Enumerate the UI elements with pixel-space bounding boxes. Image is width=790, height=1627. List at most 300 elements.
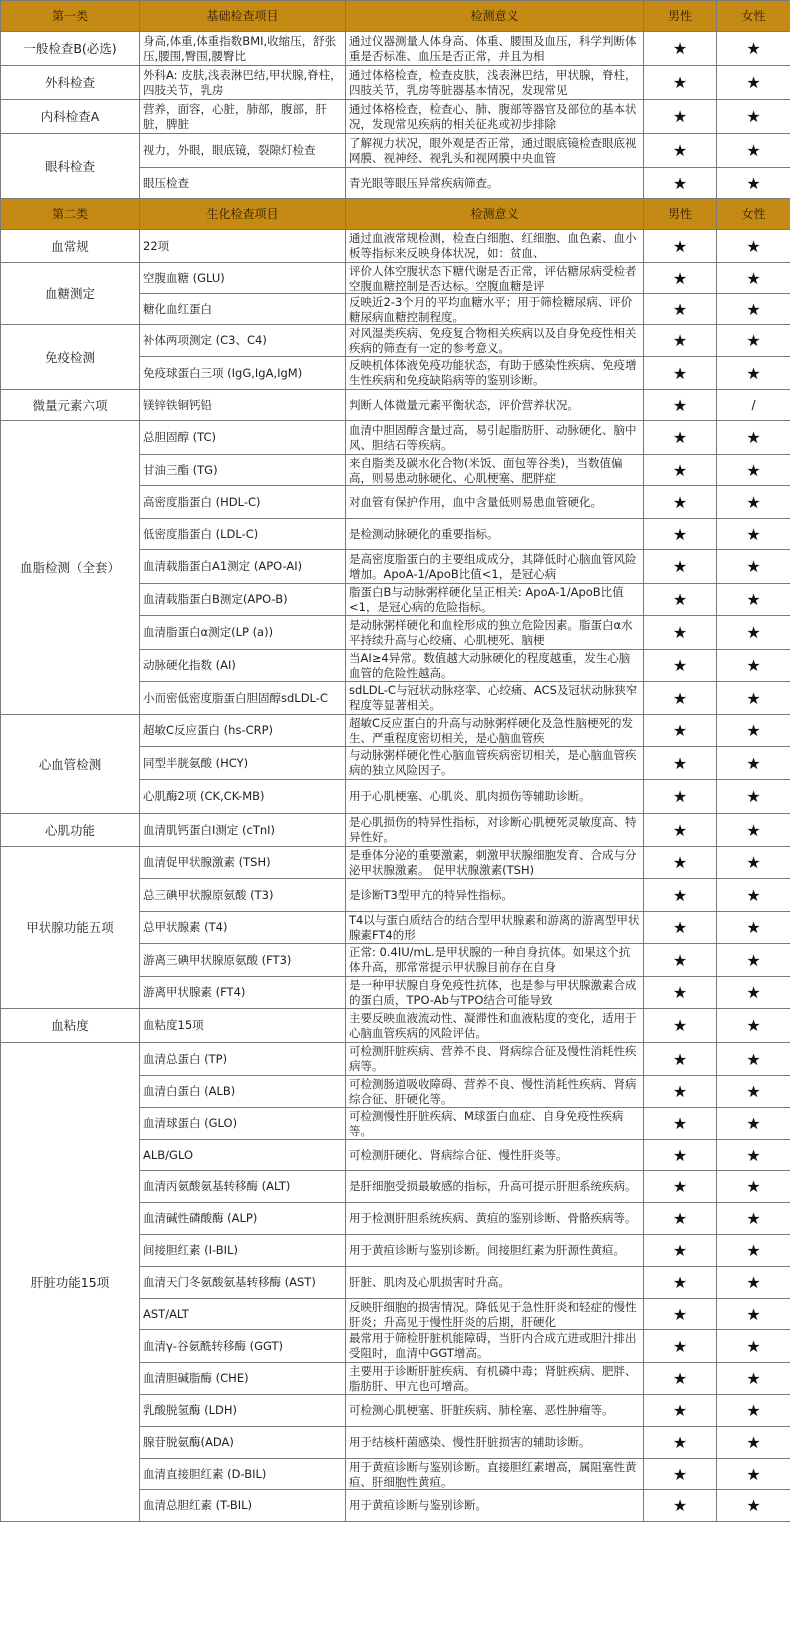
section-header-row: [1, 1, 790, 32]
male-mark: ★: [644, 944, 717, 977]
female-mark: ★: [717, 584, 790, 616]
male-mark: ★: [644, 325, 717, 357]
female-mark: ★: [717, 944, 790, 977]
meaning-cell: [346, 421, 644, 455]
male-mark: ★: [644, 1043, 717, 1076]
male-mark: ★: [644, 814, 717, 847]
male-mark: ★: [644, 1459, 717, 1490]
item-cell: [140, 357, 346, 390]
table-row: [1, 814, 790, 847]
male-mark: ★: [644, 32, 717, 66]
category-cell: 血粘度: [1, 1009, 140, 1043]
item-cell: [140, 1490, 346, 1522]
male-mark: ★: [644, 1363, 717, 1395]
female-mark: ★: [717, 1203, 790, 1235]
item-text: 超敏C反应蛋白 (hs-CRP): [143, 723, 274, 737]
item-text: 血清胆碱脂酶 (CHE): [143, 1371, 249, 1385]
female-mark: ★: [717, 294, 790, 325]
category-cell: 血常规: [1, 230, 140, 263]
category-cell: 微量元素六项: [1, 390, 140, 421]
female-mark: ★: [717, 912, 790, 944]
item-cell: [140, 1427, 346, 1459]
item-text: 血清球蛋白 (GLO): [143, 1116, 238, 1130]
category-cell: 血脂检测（全套）: [1, 421, 140, 715]
item-text: 血清脂蛋白α测定(LP (a)): [143, 625, 274, 639]
meaning-cell: [346, 1235, 644, 1267]
item-cell: [140, 294, 346, 325]
table-row: [1, 66, 790, 100]
male-mark: ★: [644, 1330, 717, 1363]
item-cell: [140, 847, 346, 879]
item-text: 血清载脂蛋白B测定(APO-B): [143, 592, 288, 606]
meaning-cell: [346, 1363, 644, 1395]
meaning-text: 反映近2-3个月的平均血糖水平；用于筛检糖尿病、评价糖尿病血糖控制程度。: [349, 294, 633, 324]
female-mark: ★: [717, 455, 790, 486]
female-mark: ★: [717, 1459, 790, 1490]
item-cell: [140, 1009, 346, 1043]
table-row: [1, 325, 790, 357]
item-cell: [140, 715, 346, 747]
meaning-cell: [346, 134, 644, 168]
item-cell: [140, 1395, 346, 1427]
section-header-row: [1, 199, 790, 230]
female-mark: ★: [717, 715, 790, 747]
male-mark: ★: [644, 1140, 717, 1171]
item-header: 基础检查项目: [140, 1, 346, 32]
female-mark: ★: [717, 1330, 790, 1363]
item-cell: [140, 1108, 346, 1140]
meaning-text: 来自脂类及碳水化合物(米饭、面包等谷类)，当数值偏高，则易患动脉硬化、心肌梗塞、肥胖症: [349, 455, 623, 485]
table-row: [1, 32, 790, 66]
item-text: 动脉硬化指数 (AI): [143, 658, 236, 672]
item-text: 小而密低密度脂蛋白胆固醇sdLDL-C: [143, 690, 328, 705]
meaning-header: 检测意义: [346, 1, 644, 32]
meaning-text: 用于结核杆菌感染、慢性肝脏损害的辅助诊断。: [349, 1435, 591, 1449]
meaning-cell: [346, 1299, 644, 1330]
meaning-header: 检测意义: [346, 199, 644, 230]
item-text: 22项: [143, 238, 170, 253]
meaning-text: 脂蛋白B与动脉粥样硬化呈正相关: ApoA-1/ApoB比值<1，是冠心病的危险指标。: [349, 584, 624, 614]
item-text: 总胆固醇 (TC): [143, 430, 217, 444]
meaning-text: 可检测肝脏疾病、营养不良、肾病综合征及慢性消耗性疾病等。: [349, 1044, 637, 1073]
item-cell: [140, 944, 346, 977]
meaning-text: 主要反映血液流动性、凝滞性和血液粘度的变化，适用于心脑血管疾病的风险评估。: [349, 1010, 637, 1040]
meaning-cell: [346, 32, 644, 66]
meaning-text: 评价人体空腹状态下糖代谢是否正常，评估糖尿病受检者空腹血糖控制是否达标。空腹血糖是评: [349, 263, 637, 293]
meaning-cell: [346, 357, 644, 390]
item-text: ALB/GLO: [143, 1147, 193, 1162]
male-mark: ★: [644, 455, 717, 486]
meaning-text: 正常: 0.4IU/mL.是甲状腺的一种自身抗体。如果这个抗体升高，那常常提示甲状腺目前存在自身: [349, 945, 631, 974]
male-mark: ★: [644, 168, 717, 199]
item-text: 镁锌铁铜钙铅: [143, 397, 212, 412]
item-cell: [140, 455, 346, 486]
female-mark: ★: [717, 1043, 790, 1076]
meaning-text: 通过仪器测量人体身高、体重、腰围及血压，科学判断体重是否标准、血压是否正常，并且为相: [349, 33, 637, 63]
item-cell: [140, 814, 346, 847]
item-cell: [140, 912, 346, 944]
female-mark: ★: [717, 1490, 790, 1522]
male-mark: ★: [644, 230, 717, 263]
male-header: 男性: [644, 199, 717, 230]
meaning-cell: [346, 879, 644, 912]
category-cell: 血糖测定: [1, 263, 140, 325]
meaning-cell: [346, 977, 644, 1009]
male-mark: ★: [644, 134, 717, 168]
female-mark: ★: [717, 847, 790, 879]
item-cell: [140, 1363, 346, 1395]
meaning-text: 是心肌损伤的特异性指标，对诊断心肌梗死灵敏度高、特异性好。: [349, 815, 637, 844]
item-cell: [140, 519, 346, 550]
category-header: 第二类: [1, 199, 140, 230]
male-header: 男性: [644, 1, 717, 32]
item-cell: [140, 1140, 346, 1171]
meaning-cell: [346, 1108, 644, 1140]
meaning-cell: [346, 325, 644, 357]
meaning-cell: [346, 847, 644, 879]
item-cell: [140, 747, 346, 780]
meaning-text: 反映机体体液免疫功能状态，有助于感染性疾病、免疫增生性疾病和免疫缺陷病等的鉴别诊断。: [349, 358, 637, 387]
item-text: 游离甲状腺素 (FT4): [143, 985, 246, 999]
meaning-text: 可检测慢性肝脏疾病、M球蛋白血症、自身免疫性疾病等。: [349, 1108, 624, 1138]
category-cell: 心血管检测: [1, 715, 140, 814]
item-cell: [140, 1459, 346, 1490]
item-cell: [140, 550, 346, 584]
meaning-cell: [346, 1171, 644, 1203]
male-mark: ★: [644, 1108, 717, 1140]
meaning-text: 主要用于诊断肝脏疾病、有机磷中毒；肾脏疾病、肥胖、脂肪肝、甲亢也可增高。: [349, 1363, 637, 1393]
item-cell: [140, 1299, 346, 1330]
meaning-text: 是高密度脂蛋白的主要组成成分，其降低时心脑血管风险增加。ApoA-1/ApoB比值<1，是冠心病: [349, 551, 637, 581]
meaning-cell: [346, 66, 644, 100]
meaning-text: 肝脏、肌肉及心肌损害时升高。: [349, 1275, 510, 1289]
meaning-cell: [346, 912, 644, 944]
item-text: 血清促甲状腺激素 (TSH): [143, 855, 271, 869]
female-mark: ★: [717, 650, 790, 682]
item-text: 空腹血糖 (GLU): [143, 270, 225, 285]
item-text: 糖化血红蛋白: [143, 301, 212, 316]
male-mark: ★: [644, 294, 717, 325]
meaning-text: 用于检测肝胆系统疾病、黄疸的鉴别诊断、骨骼疾病等。: [349, 1211, 637, 1225]
meaning-text: 通过体格检查，检查皮肤，浅表淋巴结，甲状腺，脊柱，四肢关节，乳房等脏器基本情况，发现常见: [349, 67, 637, 97]
female-mark: ★: [717, 1108, 790, 1140]
meaning-text: 当AI≥4异常。数值越大动脉硬化的程度越重，发生心脑血管的危险性越高。: [349, 650, 631, 680]
meaning-text: 是动脉粥样硬化和血栓形成的独立危险因素。脂蛋白α水平持续升高与心绞痛、心肌梗死、脑梗: [349, 617, 633, 647]
category-cell: 甲状腺功能五项: [1, 847, 140, 1009]
female-mark: ★: [717, 1363, 790, 1395]
meaning-text: 血清中胆固醇含量过高，易引起脂肪肝、动脉硬化、脑中风、胆结石等疾病。: [349, 422, 637, 452]
female-mark: ★: [717, 1171, 790, 1203]
item-header: 生化检查项目: [140, 199, 346, 230]
meaning-cell: [346, 294, 644, 325]
item-text: 总三碘甲状腺原氨酸 (T3): [143, 887, 274, 902]
item-text: 免疫球蛋白三项 (IgG,IgA,IgM): [143, 365, 303, 380]
item-cell: [140, 1235, 346, 1267]
table-row: [1, 847, 790, 879]
meaning-cell: [346, 814, 644, 847]
meaning-text: 是一种甲状腺自身免疫性抗体，也是参与甲状腺激素合成的蛋白质，TPO-Ab与TPO结合可能导致: [349, 977, 637, 1007]
meaning-cell: [346, 1076, 644, 1108]
item-cell: [140, 230, 346, 263]
female-mark: /: [717, 390, 790, 421]
female-mark: ★: [717, 519, 790, 550]
item-text: 血清载脂蛋白A1测定 (APO-AI): [143, 559, 303, 573]
male-mark: ★: [644, 357, 717, 390]
female-mark: ★: [717, 616, 790, 650]
category-cell: 免疫检测: [1, 325, 140, 390]
item-cell: [140, 1330, 346, 1363]
table-row: [1, 230, 790, 263]
table-row: [1, 1009, 790, 1043]
item-text: AST/ALT: [143, 1306, 189, 1321]
table-row: [1, 390, 790, 421]
meaning-text: 对风湿类疾病、免疫复合物相关疾病以及自身免疫性相关疾病的筛查有一定的参考意义。: [349, 325, 637, 355]
item-cell: [140, 682, 346, 715]
item-cell: [140, 100, 346, 134]
male-mark: ★: [644, 977, 717, 1009]
item-cell: [140, 325, 346, 357]
item-text: 营养，面容，心脏，肺部，腹部，肝脏，脾脏: [143, 101, 327, 131]
meaning-text: 是肝细胞受损最敏感的指标，升高可提示肝胆系统疾病。: [349, 1179, 637, 1193]
female-mark: ★: [717, 1395, 790, 1427]
table-row: [1, 263, 790, 294]
category-cell: 外科检查: [1, 66, 140, 100]
item-text: 外科A: 皮肤,浅表淋巴结,甲状腺,脊柱，四肢关节，乳房: [143, 67, 342, 97]
female-mark: ★: [717, 134, 790, 168]
meaning-cell: [346, 1427, 644, 1459]
category-header: 第一类: [1, 1, 140, 32]
meaning-text: 是检测动脉硬化的重要指标。: [349, 526, 499, 541]
item-text: 血清γ-谷氨酰转移酶 (GGT): [143, 1338, 284, 1353]
male-mark: ★: [644, 1203, 717, 1235]
male-mark: ★: [644, 715, 717, 747]
meaning-cell: [346, 100, 644, 134]
female-mark: ★: [717, 1235, 790, 1267]
male-mark: ★: [644, 1009, 717, 1043]
meaning-cell: [346, 944, 644, 977]
female-mark: ★: [717, 230, 790, 263]
meaning-cell: [346, 486, 644, 519]
meaning-cell: [346, 550, 644, 584]
meaning-text: 用于心肌梗塞、心肌炎、肌肉损伤等辅助诊断。: [349, 789, 591, 803]
item-cell: [140, 134, 346, 168]
item-cell: [140, 1203, 346, 1235]
meaning-text: 可检测肠道吸收障碍、营养不良、慢性消耗性疾病、肾病综合征、肝硬化等。: [349, 1076, 637, 1106]
meaning-cell: [346, 263, 644, 294]
meaning-text: 最常用于筛检肝脏机能障碍，当肝内合成亢进或胆汁排出受阻时，血清中GGT增高。: [349, 1331, 637, 1360]
category-cell: 内科检查A: [1, 100, 140, 134]
meaning-cell: [346, 455, 644, 486]
meaning-text: 用于黄疸诊断与鉴别诊断。: [349, 1498, 487, 1512]
item-text: 心肌酶2项 (CK,CK-MB): [143, 789, 265, 803]
female-mark: ★: [717, 325, 790, 357]
item-text: 甘油三酯 (TG): [143, 462, 218, 477]
female-mark: ★: [717, 1009, 790, 1043]
female-mark: ★: [717, 32, 790, 66]
meaning-text: 通过血液常规检测，检查白细胞、红细胞、血色素、血小板等指标来反映身体状况，如：贫血、: [349, 231, 637, 260]
category-cell: 心肌功能: [1, 814, 140, 847]
male-mark: ★: [644, 1076, 717, 1108]
item-text: 身高,体重,体重指数BMI,收缩压，舒张压,腰围,臀围,腰臀比: [143, 33, 337, 63]
meaning-cell: [346, 1009, 644, 1043]
category-cell: 眼科检查: [1, 134, 140, 199]
female-mark: ★: [717, 168, 790, 199]
male-mark: ★: [644, 584, 717, 616]
table-row: [1, 100, 790, 134]
female-mark: ★: [717, 747, 790, 780]
meaning-text: 用于黄疸诊断与鉴别诊断。直接胆红素增高，属阻塞性黄疸、肝细胞性黄疸。: [349, 1459, 637, 1489]
male-mark: ★: [644, 1171, 717, 1203]
female-header: 女性: [717, 1, 790, 32]
meaning-text: 可检测心肌梗塞、肝脏疾病、肺栓塞、恶性肿瘤等。: [349, 1403, 614, 1417]
item-cell: [140, 66, 346, 100]
meaning-cell: [346, 1490, 644, 1522]
meaning-text: 是垂体分泌的重要激素，刺激甲状腺细胞发育、合成与分泌甲状腺激素。 促甲状腺激素(TSH): [349, 847, 637, 877]
item-text: 游离三碘甲状腺原氨酸 (FT3): [143, 952, 292, 967]
item-text: 血清直接胆红素 (D-BIL): [143, 1466, 267, 1481]
meaning-text: 超敏C反应蛋白的升高与动脉粥样硬化及急性脑梗死的发生、严重程度密切相关，是心脑血管疾: [349, 715, 634, 745]
item-cell: [140, 486, 346, 519]
male-mark: ★: [644, 486, 717, 519]
male-mark: ★: [644, 550, 717, 584]
male-mark: ★: [644, 1427, 717, 1459]
table-row: [1, 1043, 790, 1076]
item-text: 眼压检查: [143, 175, 189, 190]
female-mark: ★: [717, 780, 790, 814]
male-mark: ★: [644, 1235, 717, 1267]
item-cell: [140, 1267, 346, 1299]
male-mark: ★: [644, 100, 717, 134]
meaning-cell: [346, 1267, 644, 1299]
meaning-cell: [346, 168, 644, 199]
meaning-cell: [346, 616, 644, 650]
item-text: 血粘度15项: [143, 1018, 204, 1032]
item-text: 乳酸脱氢酶 (LDH): [143, 1403, 238, 1417]
meaning-text: 对血管有保护作用，血中含量低则易患血管硬化。: [349, 494, 602, 509]
meaning-cell: [346, 682, 644, 715]
item-cell: [140, 1043, 346, 1076]
item-text: 低密度脂蛋白 (LDL-C): [143, 526, 259, 541]
item-cell: [140, 616, 346, 650]
male-mark: ★: [644, 421, 717, 455]
item-cell: [140, 650, 346, 682]
female-mark: ★: [717, 814, 790, 847]
female-mark: ★: [717, 1076, 790, 1108]
male-mark: ★: [644, 1395, 717, 1427]
meaning-cell: [346, 1459, 644, 1490]
item-text: 血清肌钙蛋白I测定 (cTnI): [143, 822, 276, 837]
male-mark: ★: [644, 912, 717, 944]
female-mark: ★: [717, 421, 790, 455]
item-text: 血清总胆红素 (T-BIL): [143, 1498, 253, 1512]
female-mark: ★: [717, 977, 790, 1009]
male-mark: ★: [644, 1267, 717, 1299]
item-text: 血清白蛋白 (ALB): [143, 1084, 236, 1098]
female-mark: ★: [717, 66, 790, 100]
meaning-cell: [346, 1203, 644, 1235]
meaning-cell: [346, 390, 644, 421]
meaning-text: 了解视力状况，眼外观是否正常，通过眼底镜检查眼底视网膜、视神经、视乳头和视网膜中央血管: [349, 135, 637, 165]
item-cell: [140, 263, 346, 294]
category-cell: 一般检查B(必选): [1, 32, 140, 66]
female-mark: ★: [717, 357, 790, 390]
meaning-cell: [346, 230, 644, 263]
female-mark: ★: [717, 100, 790, 134]
category-cell: 肝脏功能15项: [1, 1043, 140, 1522]
meaning-text: 用于黄疸诊断与鉴别诊断。间接胆红素为肝源性黄疸。: [349, 1243, 625, 1257]
meaning-cell: [346, 650, 644, 682]
male-mark: ★: [644, 847, 717, 879]
item-cell: [140, 32, 346, 66]
item-text: 血清碱性磷酸酶 (ALP): [143, 1211, 258, 1225]
meaning-text: 通过体格检查，检查心、肺、腹部等器官及部位的基本状况，发现常见疾病的相关征兆或初步排除: [349, 101, 637, 131]
female-mark: ★: [717, 1140, 790, 1171]
female-mark: ★: [717, 263, 790, 294]
item-text: 腺苷脱氨酶(ADA): [143, 1435, 234, 1449]
meaning-text: 是诊断T3型甲亢的特异性指标。: [349, 887, 513, 902]
female-mark: ★: [717, 1427, 790, 1459]
item-text: 补体两项测定 (C3、C4): [143, 333, 267, 347]
meaning-text: 青光眼等眼压异常疾病筛查。: [349, 175, 499, 190]
table-row: [1, 715, 790, 747]
meaning-text: 判断人体微量元素平衡状态，评价营养状况。: [349, 397, 579, 412]
item-text: 血清总蛋白 (TP): [143, 1051, 228, 1066]
male-mark: ★: [644, 780, 717, 814]
item-cell: [140, 1076, 346, 1108]
male-mark: ★: [644, 1490, 717, 1522]
meaning-cell: [346, 780, 644, 814]
table-row: [1, 421, 790, 455]
meaning-text: 反映肝细胞的损害情况。降低见于急性肝炎和轻症的慢性肝炎；升高见于慢性肝炎的后期，肝硬化: [349, 1299, 637, 1329]
male-mark: ★: [644, 616, 717, 650]
male-mark: ★: [644, 650, 717, 682]
item-text: 血清丙氨酸氨基转移酶 (ALT): [143, 1179, 291, 1193]
male-mark: ★: [644, 519, 717, 550]
male-mark: ★: [644, 747, 717, 780]
meaning-cell: [346, 519, 644, 550]
item-cell: [140, 1171, 346, 1203]
meaning-cell: [346, 1330, 644, 1363]
female-mark: ★: [717, 682, 790, 715]
meaning-cell: [346, 1395, 644, 1427]
male-mark: ★: [644, 66, 717, 100]
meaning-cell: [346, 715, 644, 747]
male-mark: ★: [644, 390, 717, 421]
meaning-text: T4以与蛋白质结合的结合型甲状腺素和游离的游离型甲状腺素FT4的形: [349, 912, 640, 942]
male-mark: ★: [644, 263, 717, 294]
item-text: 高密度脂蛋白 (HDL-C): [143, 494, 261, 509]
meaning-cell: [346, 747, 644, 780]
female-mark: ★: [717, 486, 790, 519]
meaning-cell: [346, 1043, 644, 1076]
item-text: 血清天门冬氨酸氨基转移酶 (AST): [143, 1275, 316, 1289]
female-mark: ★: [717, 1267, 790, 1299]
table-row: [1, 134, 790, 168]
meaning-text: 可检测肝硬化、肾病综合征、慢性肝炎等。: [349, 1147, 568, 1162]
meaning-cell: [346, 584, 644, 616]
female-mark: ★: [717, 550, 790, 584]
item-cell: [140, 168, 346, 199]
female-header: 女性: [717, 199, 790, 230]
item-text: 视力，外眼，眼底镜，裂隙灯检查: [143, 143, 316, 157]
meaning-text: sdLDL-C与冠状动脉痉挛、心绞痛、ACS及冠状动脉狭窄程度等显著相关。: [349, 683, 638, 712]
male-mark: ★: [644, 682, 717, 715]
meaning-text: 与动脉粥样硬化性心脑血管疾病密切相关，是心脑血管疾病的独立风险因子。: [349, 748, 637, 777]
item-text: 同型半胱氨酸 (HCY): [143, 755, 249, 770]
item-text: 总甲状腺素 (T4): [143, 920, 228, 934]
female-mark: ★: [717, 879, 790, 912]
item-cell: [140, 584, 346, 616]
